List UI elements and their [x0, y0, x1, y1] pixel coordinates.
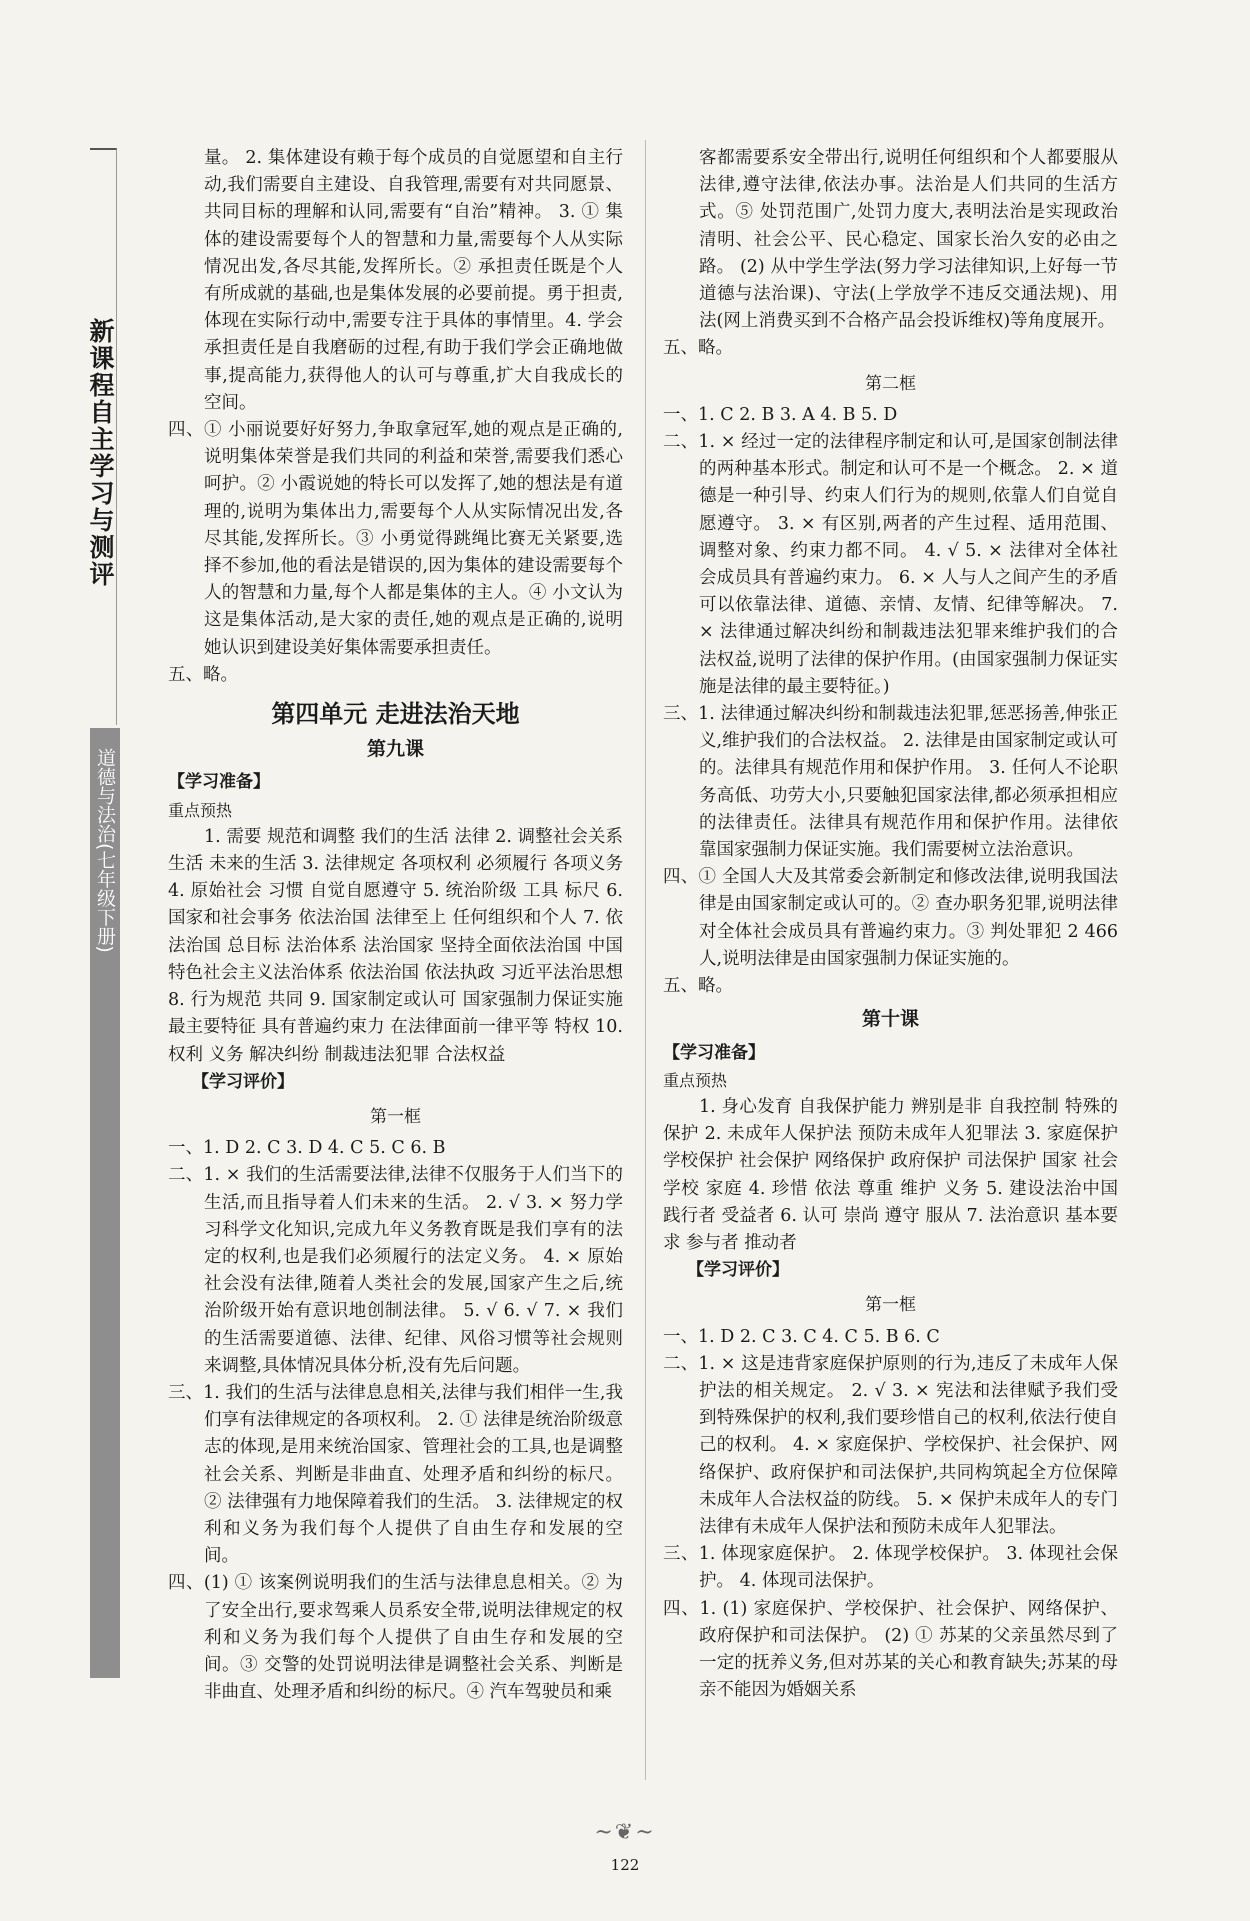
page-footer	[0, 1820, 1250, 1874]
answer-paragraph: 四、(1) ① 该案例说明我们的生活与法律息息相关。② 为了安全出行,要求驾乘人员系安全带,说明法律规定的权利和义务为我们每个人提供了自由生存和发展的空间。③ 交警的处罚说明法律是调整社会关系、判断是非曲直、处理矛盾和纠纷的标尺。④ 汽车驾驶员和乘	[168, 1573, 623, 1703]
answer-paragraph: 四、1. (1) 家庭保护、学校保护、社会保护、网络保护、政府保护和司法保护。 (2) ① 苏某的父亲虽然尽到了一定的抚养义务,但对苏某的关心和教育缺失;苏某的母亲不能因为婚姻关系	[663, 1598, 1118, 1701]
column-divider	[645, 140, 646, 1780]
answer-paragraph: 一、1. D 2. C 3. D 4. C 5. C 6. B	[168, 1138, 446, 1159]
left-column	[168, 145, 623, 1706]
book-title: 新课程自主学习与测评	[86, 318, 115, 588]
answer-paragraph: 1. 需要 规范和调整 我们的生活 法律 2. 调整社会关系 生活 未来的生活 3. 法律规定 各项权利 必须履行 各项义务 4. 原始社会 习惯 自觉自愿遵守 5. 统治阶级 工具 标尺 6. 国家和社会事务 依法治国 法律至上 任何组织和个人 7. 依法治国 总目标 法治体系 法治国家 坚持全面依法治国 中国特色社会主义法治体系 依法治国 依法执政 习近平法治思想 8. 行为规范 共同 9. 国家制定或认可 国家强制力保证实施 最主要特征 具有普遍约束力 在法律面前一律平等 特权 10. 权利 义务 解决纠纷 制裁违法犯罪 合法权益	[168, 826, 623, 1065]
answer-paragraph: 量。 2. 集体建设有赖于每个成员的自觉愿望和自主行动,我们需要自主建设、自我管理,需要有对共同愿景、共同目标的理解和认同,需要有“自治”精神。 3. ① 集体的建设需要每个人的智慧和力量,需要每个人从实际情况出发,各尽其能,发挥所长。② 承担责任既是个人有所成就的基础,也是集体发展的必要前提。勇于担责,体现在实际行动中,需要专注于具体的事情里。4. 学会承担责任是自我磨砺的过程,有助于我们学会正确地做事,提高能力,获得他人的认可与尊重,扩大自我成长的空间。	[204, 148, 623, 413]
right-column	[663, 145, 1118, 1704]
section-heading: 【学习评价】	[687, 1260, 789, 1281]
subsection-heading: 重点预热	[168, 800, 233, 820]
frame-heading: 第一框	[370, 1106, 421, 1127]
answer-paragraph: 二、1. × 经过一定的法律程序制定和认可,是国家创制法律的两种基本形式。制定和认可不是一个概念。 2. × 道德是一种引导、约束人们行为的规则,依靠人们自觉自愿遵守。 3. × 有区别,两者的产生过程、适用范围、调整对象、约束力都不同。 4. √ 5. × 法律对全体社会成员具有普遍约束力。 6. × 人与人之间产生的矛盾可以依靠法律、道德、亲情、友情、纪律等解决。 7. × 法律通过解决纠纷和制裁违法犯罪来维护我们的合法权益,说明了法律的保护作用。(由国家强制力保证实施是法律的最主要特征。)	[663, 432, 1118, 697]
section-heading: 【学习准备】	[663, 1042, 765, 1063]
section-heading: 【学习评价】	[192, 1071, 294, 1092]
answer-paragraph: 四、① 全国人大及其常委会新制定和修改法律,说明我国法律是由国家制定或认可的。② 查办职务犯罪,说明法律对全体社会成员具有普遍约束力。③ 判处罪犯 2 466 人,说明法律是由国家强制力保证实施的。	[663, 867, 1118, 969]
answer-paragraph: 二、1. × 这是违背家庭保护原则的行为,违反了未成年人保护法的相关规定。 2. √ 3. × 宪法和法律赋予我们受到特殊保护的权利,我们要珍惜自己的权利,依法行使自己的权利。 4. × 家庭保护、学校保护、社会保护、网络保护、政府保护和司法保护,共同构筑起全方位保障未成年人合法权益的防线。 5. × 保护未成年人的专门法律有未成年人保护法和预防未成年人犯罪法。	[663, 1353, 1118, 1537]
answer-paragraph: 二、1. × 我们的生活需要法律,法律不仅服务于人们当下的生活,而且指导着人们未来的生活。 2. √ 3. × 努力学习科学文化知识,完成九年义务教育既是我们享有的法定的权利,也是我们必须履行的法定义务。 4. × 原始社会没有法律,随着人类社会的发展,国家产生之后,统治阶级开始有意识地创制法律。 5. √ 6. √ 7. × 我们的生活需要道德、法律、纪律、风俗习惯等社会规则来调整,具体情况具体分析,没有先后问题。	[168, 1165, 623, 1376]
answer-paragraph: 三、1. 体现家庭保护。 2. 体现学校保护。 3. 体现社会保护。 4. 体现司法保护。	[663, 1544, 1118, 1592]
answer-paragraph: 四、① 小丽说要好好努力,争取拿冠军,她的观点是正确的,说明集体荣誉是我们共同的利益和荣誉,需要我们悉心呵护。② 小霞说她的特长可以发挥了,她的想法是有道理的,说明为集体出力,需要每个人从实际情况出发,各尽其能,发挥所长。③ 小勇觉得跳绳比赛无关紧要,选择不参加,他的看法是错误的,因为集体的建设需要每个人的智慧和力量,每个人都是集体的主人。④ 小文认为这是集体活动,是大家的责任,她的观点是正确的,说明她认识到建设美好集体需要承担责任。	[168, 420, 623, 658]
answer-paragraph: 三、1. 我们的生活与法律息息相关,法律与我们相伴一生,我们享有法律规定的各项权利。 2. ① 法律是统治阶级意志的体现,是用来统治国家、管理社会的工具,也是调整社会关系、判断是非曲直、处理矛盾和纠纷的标尺。② 法律强有力地保障着我们的生活。 3. 法律规定的权利和义务为我们每个人提供了自由生存和发展的空间。	[168, 1382, 623, 1567]
leaf-ornament-icon: ~❦~	[594, 1820, 656, 1845]
section-heading: 【学习准备】	[168, 772, 270, 793]
answer-paragraph: 五、略。	[168, 664, 238, 685]
frame-heading: 第二框	[865, 373, 916, 394]
answer-paragraph: 三、1. 法律通过解决纠纷和制裁违法犯罪,惩恶扬善,伸张正义,维护我们的合法权益。 2. 法律是由国家制定或认可的。法律具有规范作用和保护作用。 3. 任何人不论职务高低、功劳大小,只要触犯国家法律,都必须承担相应的法律责任。法律具有规范作用和保护作用。法律依靠国家强制力保证实施。我们需要树立法治意识。	[663, 704, 1118, 861]
frame-heading: 第一框	[865, 1295, 916, 1316]
page-number: 122	[610, 1856, 640, 1874]
lesson-heading: 第十课	[861, 1008, 919, 1031]
answer-paragraph: 1. 身心发育 自我保护能力 辨别是非 自我控制 特殊的保护 2. 未成年人保护法 预防未成年人犯罪法 3. 家庭保护 学校保护 社会保护 网络保护 政府保护 司法保护 国家 社会 学校 家庭 4. 珍惜 依法 尊重 维护 义务 5. 建设法治中国 践行者 受益者 6. 认可 崇尚 遵守 服从 7. 法治意识 基本要求 参与者 推动者	[663, 1096, 1118, 1253]
unit-heading: 第四单元 走进法治天地	[271, 700, 520, 729]
answer-paragraph: 五、略。	[663, 338, 733, 359]
book-subtitle: 道德与法治(七年级下册)	[94, 748, 116, 953]
lesson-heading: 第九课	[366, 738, 424, 761]
answer-paragraph: 一、1. C 2. B 3. A 4. B 5. D	[663, 404, 898, 425]
answer-paragraph: 一、1. D 2. C 3. C 4. C 5. B 6. C	[663, 1326, 940, 1347]
answer-paragraph: 五、略。	[663, 976, 733, 997]
answer-paragraph: 客都需要系安全带出行,说明任何组织和个人都要服从法律,遵守法律,依法办事。法治是人们共同的生活方式。⑤ 处罚范围广,处罚力度大,表明法治是实现政治清明、社会公平、民心稳定、国家长治久安的必由之路。 (2) 从中学生学法(努力学习法律知识,上好每一节道德与法治课)、守法(上学放学不违反交通法规)、用法(网上消费买到不合格产品会投诉维权)等角度展开。	[699, 148, 1118, 332]
subsection-heading: 重点预热	[663, 1070, 728, 1090]
sidebar	[86, 148, 120, 1678]
